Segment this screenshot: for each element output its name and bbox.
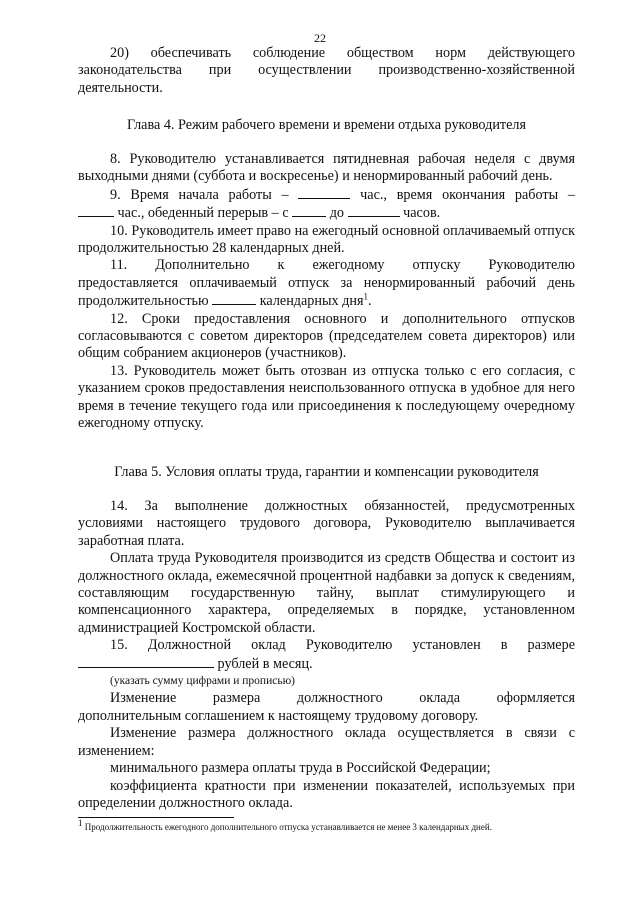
item-20	[78, 45, 575, 97]
lunch-to-blank	[348, 204, 400, 217]
paragraph-15-line1: 15. Должностной оклад Руководителю установлен в размере	[110, 637, 575, 654]
paragraph-10: 10. Руководитель имеет право на ежегодный основной оплачиваемый отпуск продолжительностью 28 календарных дней.	[78, 222, 575, 257]
p9-to-label: до	[329, 205, 345, 222]
salary-amount-blank	[78, 655, 214, 668]
page-number: 22	[314, 31, 326, 45]
paragraph-11-line3: продолжительностью календарных дня$^1$.	[78, 291, 372, 310]
item-20-line3: деятельности.	[78, 79, 163, 96]
paragraph-12: 12. Сроки предоставления основного и дополнительного отпусков согласовываются с советом директоров (председателем совета директоров) или общим собранием акционеров (участников).	[78, 310, 575, 362]
footnote-ref: 1	[363, 291, 368, 302]
chapter5-title-block	[78, 464, 575, 481]
paragraph-8: 8. Руководителю устанавливается пятидневная рабочая неделя с двумя выходными днями (суббота и воскресенье) и ненормированный рабочий день.	[78, 151, 575, 185]
p15-rub-label: рублей в месяц.	[217, 655, 313, 672]
paragraph-11-line1: 11. Дополнительно к ежегодному отпуску Руководителю	[110, 257, 575, 274]
paragraph-13: 13. Руководитель может быть отозван из отпуска только с его согласия, с указанием сроков предоставления неиспользованного отпуска в удобное для него время в течение текущего года или присоединения к последующему очередному ежегодному отпуску.	[78, 362, 575, 432]
chapter5-title: Глава 5. Условия оплаты труда, гарантии и компенсации руководителя	[114, 464, 539, 480]
p9-start-label: 9. Время начала работы –	[110, 186, 289, 203]
paragraph-14-payment: Оплата труда Руководителя производится из средств Общества и состоит из должностного оклада, ежемесячной процентной надбавки за допуск к сведениям, составляющим государственную тайну, выплат стимулирующего и компенсационного характера, определяемых в порядке, установленном администрацией Костромской области.	[78, 550, 575, 636]
paragraph-15b-line2: дополнительным соглашением к настоящему трудовому договору.	[78, 707, 479, 724]
item-20-line1: 20) обеспечивать соблюдение обществом норм действующего	[110, 45, 575, 61]
start-time-blank	[298, 186, 350, 199]
salary-hint: (указать сумму цифрами и прописью)	[110, 675, 296, 688]
extra-leave-days-blank	[212, 292, 256, 305]
chapter4-title-block	[78, 117, 575, 134]
lunch-from-blank	[292, 204, 326, 217]
p9-hours-label: часов.	[403, 205, 441, 222]
paragraph-15e: коэффициента кратности при изменении показателей, используемых при определении должностного оклада.	[78, 777, 575, 811]
p11-duration-label: продолжительностью	[78, 293, 209, 310]
p11-days-label: календарных дня	[259, 293, 364, 310]
p9-lunch-label: час., обеденный перерыв – с	[117, 205, 289, 222]
paragraph-9-line1	[78, 186, 575, 204]
footnote-text: Продолжительность ежегодного дополнительного отпуска устанавливается не менее 3 календарных дней.	[84, 822, 492, 832]
footnote-divider	[78, 817, 234, 818]
chapter4-body	[78, 151, 575, 433]
paragraph-11-line2: предоставляется оплачиваемый отпуск за ненормированный рабочий день	[78, 274, 575, 291]
paragraph-9-line2	[78, 204, 575, 222]
paragraph-15d: минимального размера оплаты труда в Российской Федерации;	[110, 760, 491, 777]
footnote-mark: 1	[78, 818, 83, 828]
paragraph-15b-line1: Изменение размера должностного оклада оформляется	[110, 690, 575, 707]
paragraph-15c: Изменение размера должностного оклада осуществляется в связи с изменением:	[78, 725, 575, 759]
p9-end-label: час., время окончания работы –	[360, 186, 576, 203]
paragraph-14: 14. За выполнение должностных обязанностей, предусмотренных условиями настоящего трудового договора, Руководителю выплачивается заработная плата.	[78, 498, 575, 549]
paragraph-15-line2	[78, 655, 575, 673]
chapter5-body	[78, 498, 575, 812]
item-20-line2: законодательства при осуществлении производственно-хозяйственной	[78, 62, 575, 79]
end-time-blank	[78, 204, 114, 217]
footnote	[78, 818, 618, 833]
chapter4-title: Глава 4. Режим рабочего времени и времени отдыха руководителя	[126, 117, 527, 133]
